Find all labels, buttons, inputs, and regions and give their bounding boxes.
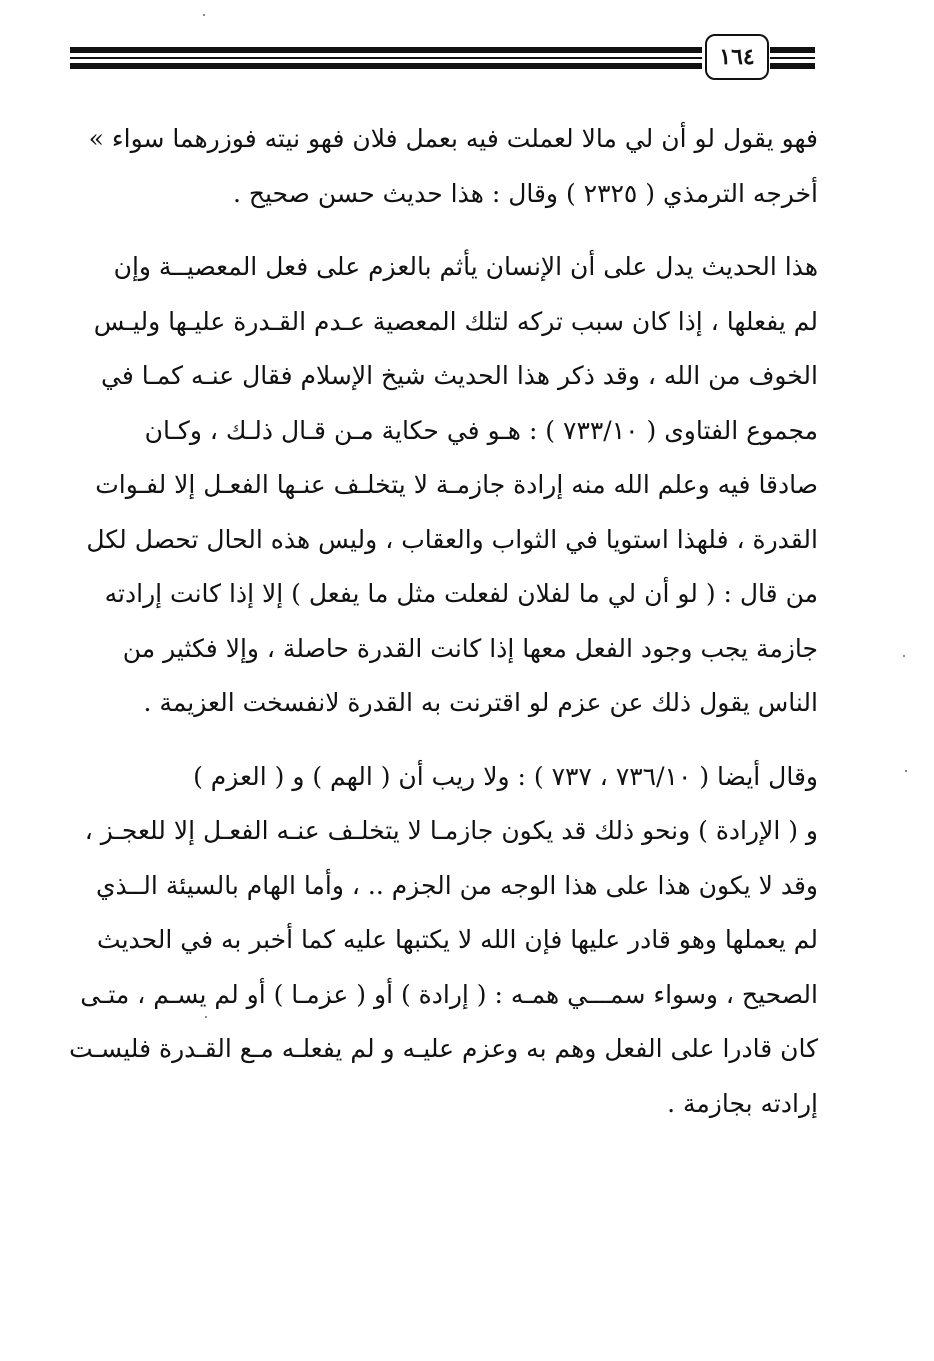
text-line: جازمة يجب وجود الفعل معها إذا كانت القدرة حاصلة ، وإلا فكثير من bbox=[122, 633, 818, 663]
scan-speck bbox=[205, 1016, 207, 1018]
text-line: لم يفعلها ، إذا كان سبب تركه لتلك المعصية عـدم القـدرة عليـها وليـس bbox=[93, 306, 818, 336]
text-line: الصحيح ، وسواء سمـــي همـه : ( إرادة ) أو ( عزمـا ) أو لم يسـم ، متـى bbox=[80, 979, 818, 1009]
text-line: وقال أيضا ( ٧٣٦/١٠ ، ٧٣٧ ) : ولا ريب أن ( الهم ) و ( العزم ) bbox=[193, 761, 818, 791]
text-line: من قال : ( لو أن لي ما لفلان لفعلت مثل ما يفعل ) إلا إذا كانت إرادته bbox=[104, 579, 818, 608]
header-rule-right-middle bbox=[770, 57, 815, 59]
paragraph-hadith-end bbox=[70, 112, 818, 221]
scan-speck bbox=[905, 770, 907, 772]
header-rule-thick-top bbox=[70, 47, 702, 53]
text-line: وقد لا يكون هذا على هذا الوجه من الجزم .. ، وأما الهام بالسيئة الــذي bbox=[95, 870, 818, 900]
header-rule-right-bottom bbox=[770, 63, 815, 69]
text-line: الناس يقول ذلك عن عزم لو اقترنت به القدرة لانفسخت العزيمة . bbox=[143, 688, 818, 717]
text-line: فهو يقول لو أن لي مالا لعملت فيه بعمل فلان فهو نيته فوزرهما سواء » bbox=[88, 124, 818, 153]
page-body bbox=[70, 112, 818, 1131]
text-line: هذا الحديث يدل على أن الإنسان يأثم بالعزم على فعل المعصيــة وإن bbox=[113, 252, 818, 281]
page-header bbox=[70, 30, 815, 90]
text-line: مجموع الفتاوى ( ٧٣٣/١٠ ) : هـو في حكاية مـن قـال ذلـك ، وكـان bbox=[144, 415, 818, 445]
text-line: الخوف من الله ، وقد ذكر هذا الحديث شيخ الإسلام فقال عنـه كمـا في bbox=[101, 361, 818, 390]
text-line: القدرة ، فلهذا استويا في الثواب والعقاب ، وليس هذه الحال تحصل لكل bbox=[86, 524, 818, 554]
page-number: ١٦٤ bbox=[705, 34, 769, 80]
header-rule-right-top bbox=[770, 47, 815, 53]
paragraph-commentary bbox=[70, 240, 818, 731]
scan-speck bbox=[203, 14, 205, 16]
scan-speck bbox=[903, 655, 905, 657]
text-line: إرادته بجازمة . bbox=[667, 1088, 818, 1118]
text-line: و ( الإرادة ) ونحو ذلك قد يكون جازمـا لا يتخلـف عنـه الفعـل إلا للعجـز ، bbox=[84, 816, 818, 845]
paragraph-quotation bbox=[70, 750, 818, 1132]
header-rule-thin bbox=[70, 57, 702, 59]
text-line: صادقا فيه وعلم الله منه إرادة جازمـة لا يتخلـف عنـها الفعـل إلا لفـوات bbox=[95, 470, 818, 499]
text-line: أخرجه الترمذي ( ٢٣٢٥ ) وقال : هذا حديث حسن صحيح . bbox=[232, 178, 818, 208]
text-line: لم يعملها وهو قادر عليها فإن الله لا يكتبها عليه كما أخبر به في الحديث bbox=[97, 925, 818, 954]
header-rule-thick-bottom bbox=[70, 63, 702, 69]
text-line: كان قادرا على الفعل وهم به وعزم عليـه و لم يفعلـه مـع القـدرة فليسـت bbox=[69, 1034, 818, 1063]
